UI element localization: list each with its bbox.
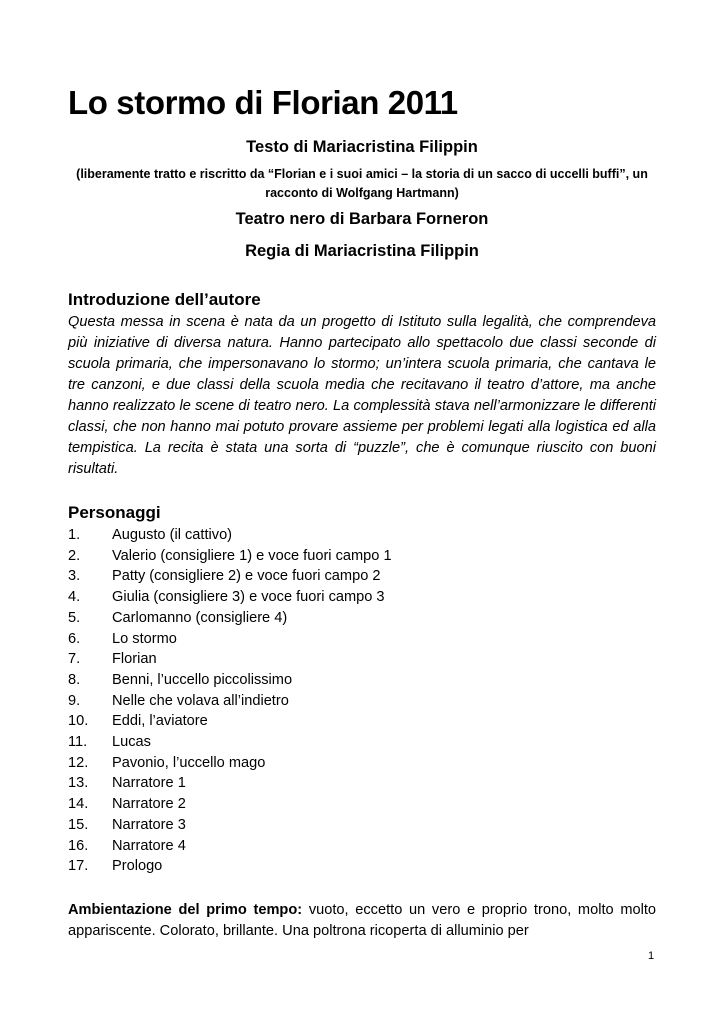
list-item <box>68 753 392 774</box>
list-item-number: 1. <box>68 527 81 543</box>
direction-line: Regia di Mariacristina Filippin <box>245 242 479 260</box>
list-item-number: 8. <box>68 671 81 688</box>
list-item <box>68 649 392 670</box>
list-item-name: Narratore 4 <box>112 837 186 854</box>
list-item-name: Nelle che volava all’indietro <box>112 692 289 709</box>
setting-paragraph <box>68 900 656 942</box>
theatre-line: Teatro nero di Barbara Forneron <box>235 210 489 228</box>
list-item <box>68 566 392 587</box>
list-item <box>68 608 392 629</box>
list-item-number: 11. <box>68 734 88 751</box>
list-item-name: Augusto (il cattivo) <box>112 527 233 543</box>
list-item <box>68 587 392 608</box>
setting-text: vuoto, eccetto un vero e proprio trono, molto molto appariscente. Colorato, brillante. Una poltrona ricoperta di alluminio per <box>68 902 656 939</box>
list-item-name: Florian <box>112 651 157 668</box>
list-item-name: Benni, l’uccello piccolissimo <box>112 671 293 688</box>
introduction-text: Questa messa in scena è nata da un progetto di Istituto sulla legalità, che comprendeva più iniziative di diversa natura. Hanno partecipato allo spettacolo due classi seconde di scuola primaria, che impersonavano lo stormo; un’intera scuola primaria, che cantava le tre canzoni, e due classi della scuola media che recitavano il teatro d’attore, ma anche hanno realizzato le scene di teatro nero. La complessità stava nell’armonizzare le differenti classi, che non hanno mai potuto provare assieme per problemi legati alla logistica ed alla tempistica. La recita è stata una sorta di “puzzle”, che è comunque riuscito con buoni risultati. <box>68 314 656 477</box>
list-item-name: Lo stormo <box>112 630 177 647</box>
source-note: (liberamente tratto e riscritto da “Florian e i suoi amici – la storia di un sacco di uccelli buffi”, un racconto di Wolfgang Hartmann) <box>76 167 648 200</box>
list-item <box>68 629 392 650</box>
list-item-number: 5. <box>68 609 81 626</box>
list-item-number: 16. <box>68 837 89 854</box>
list-item <box>68 836 392 857</box>
list-item-name: Giulia (consigliere 3) e voce fuori campo 3 <box>112 589 385 606</box>
list-item-number: 14. <box>68 796 89 813</box>
list-item-number: 9. <box>68 692 81 709</box>
list-item-number: 3. <box>68 568 81 585</box>
list-item <box>68 670 392 691</box>
list-item-name: Patty (consigliere 2) e voce fuori campo 2 <box>112 568 381 585</box>
page-number: 1 <box>648 950 655 962</box>
list-item-number: 12. <box>68 754 89 771</box>
list-item-name: Eddi, l’aviatore <box>112 713 208 730</box>
list-item <box>68 794 392 815</box>
list-item-number: 4. <box>68 589 81 606</box>
list-item-number: 10. <box>68 713 89 730</box>
list-item-name: Narratore 3 <box>112 816 186 833</box>
list-item-number: 13. <box>68 775 89 792</box>
list-item-number: 17. <box>68 858 89 875</box>
list-item <box>68 856 392 877</box>
characters-list <box>68 525 392 877</box>
list-item-name: Narratore 2 <box>112 796 186 813</box>
list-item-name: Prologo <box>112 858 163 875</box>
list-item <box>68 732 392 753</box>
document-title: Lo stormo di Florian 2011 <box>68 84 458 121</box>
list-item-name: Pavonio, l’uccello mago <box>112 754 266 771</box>
list-item-number: 6. <box>68 630 81 647</box>
list-item <box>68 546 392 567</box>
setting-label: Ambientazione del primo tempo: <box>68 902 303 918</box>
list-item-number: 7. <box>68 651 81 668</box>
introduction-heading: Introduzione dell’autore <box>68 290 261 309</box>
list-item-number: 15. <box>68 816 89 833</box>
list-item-name: Lucas <box>112 734 151 751</box>
author-line: Testo di Mariacristina Filippin <box>246 138 478 156</box>
list-item-name: Valerio (consigliere 1) e voce fuori campo 1 <box>112 547 392 564</box>
list-item <box>68 773 392 794</box>
characters-heading: Personaggi <box>68 503 161 522</box>
list-item-name: Narratore 1 <box>112 775 186 792</box>
list-item <box>68 711 392 732</box>
list-item <box>68 525 392 546</box>
list-item <box>68 815 392 836</box>
list-item <box>68 691 392 712</box>
list-item-number: 2. <box>68 547 81 564</box>
list-item-name: Carlomanno (consigliere 4) <box>112 609 288 626</box>
